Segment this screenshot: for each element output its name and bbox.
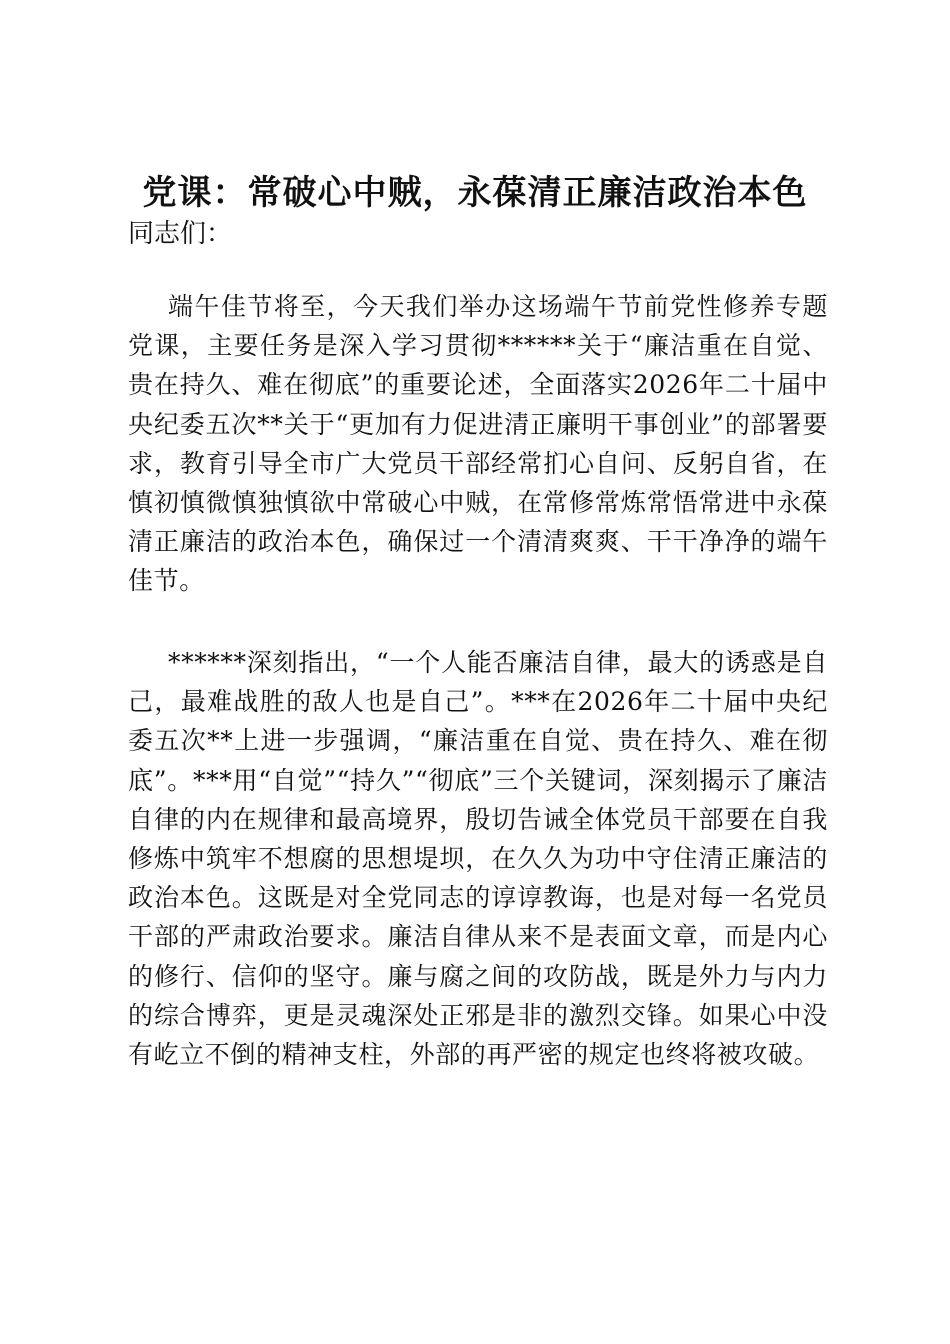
document-title: 党课：常破心中贼，永葆清正廉洁政治本色 <box>142 173 808 213</box>
paragraph-1: 端午佳节将至，今天我们举办这场端午节前党性修养专题党课，主要任务是深入学习贯彻******关于“廉洁重在自觉、贵在持久、难在彻底”的重要论述，全面落实2026年二十届中央纪委五次**关于“更加有力促进清正廉明干事创业”的部署要求，教育引导全市广大党员干部经常扪心自问、反躬自省，在慎初慎微慎独慎欲中常破心中贼，在常修常炼常悟常进中永葆清正廉洁的政治本色，确保过一个清清爽爽、干干净净的端午佳节。 <box>128 292 828 596</box>
paragraph-2: ******深刻指出，“一个人能否廉洁自律，最大的诱惑是自己，最难战胜的敌人也是自己”。***在2026年二十届中央纪委五次**上进一步强调，“廉洁重在自觉、贵在持久、难在彻底”。***用“自觉”“持久”“彻底”三个关键词，深刻揭示了廉洁自律的内在规律和最高境界，殷切告诫全体党员干部要在自我修炼中筑牢不想腐的思想堤坝，在久久为功中守住清正廉洁的政治本色。这既是对全党同志的谆谆教诲，也是对每一名党员干部的严肃政治要求。廉洁自律从来不是表面文章，而是内心的修行、信仰的坚守。廉与腐之间的攻防战，既是外力与内力的综合博弈，更是灵魂深处正邪是非的激烈交锋。如果心中没有屹立不倒的精神支柱，外部的再严密的规定也终将被攻破。 <box>128 648 828 1070</box>
salutation: 同志们： <box>128 219 233 249</box>
